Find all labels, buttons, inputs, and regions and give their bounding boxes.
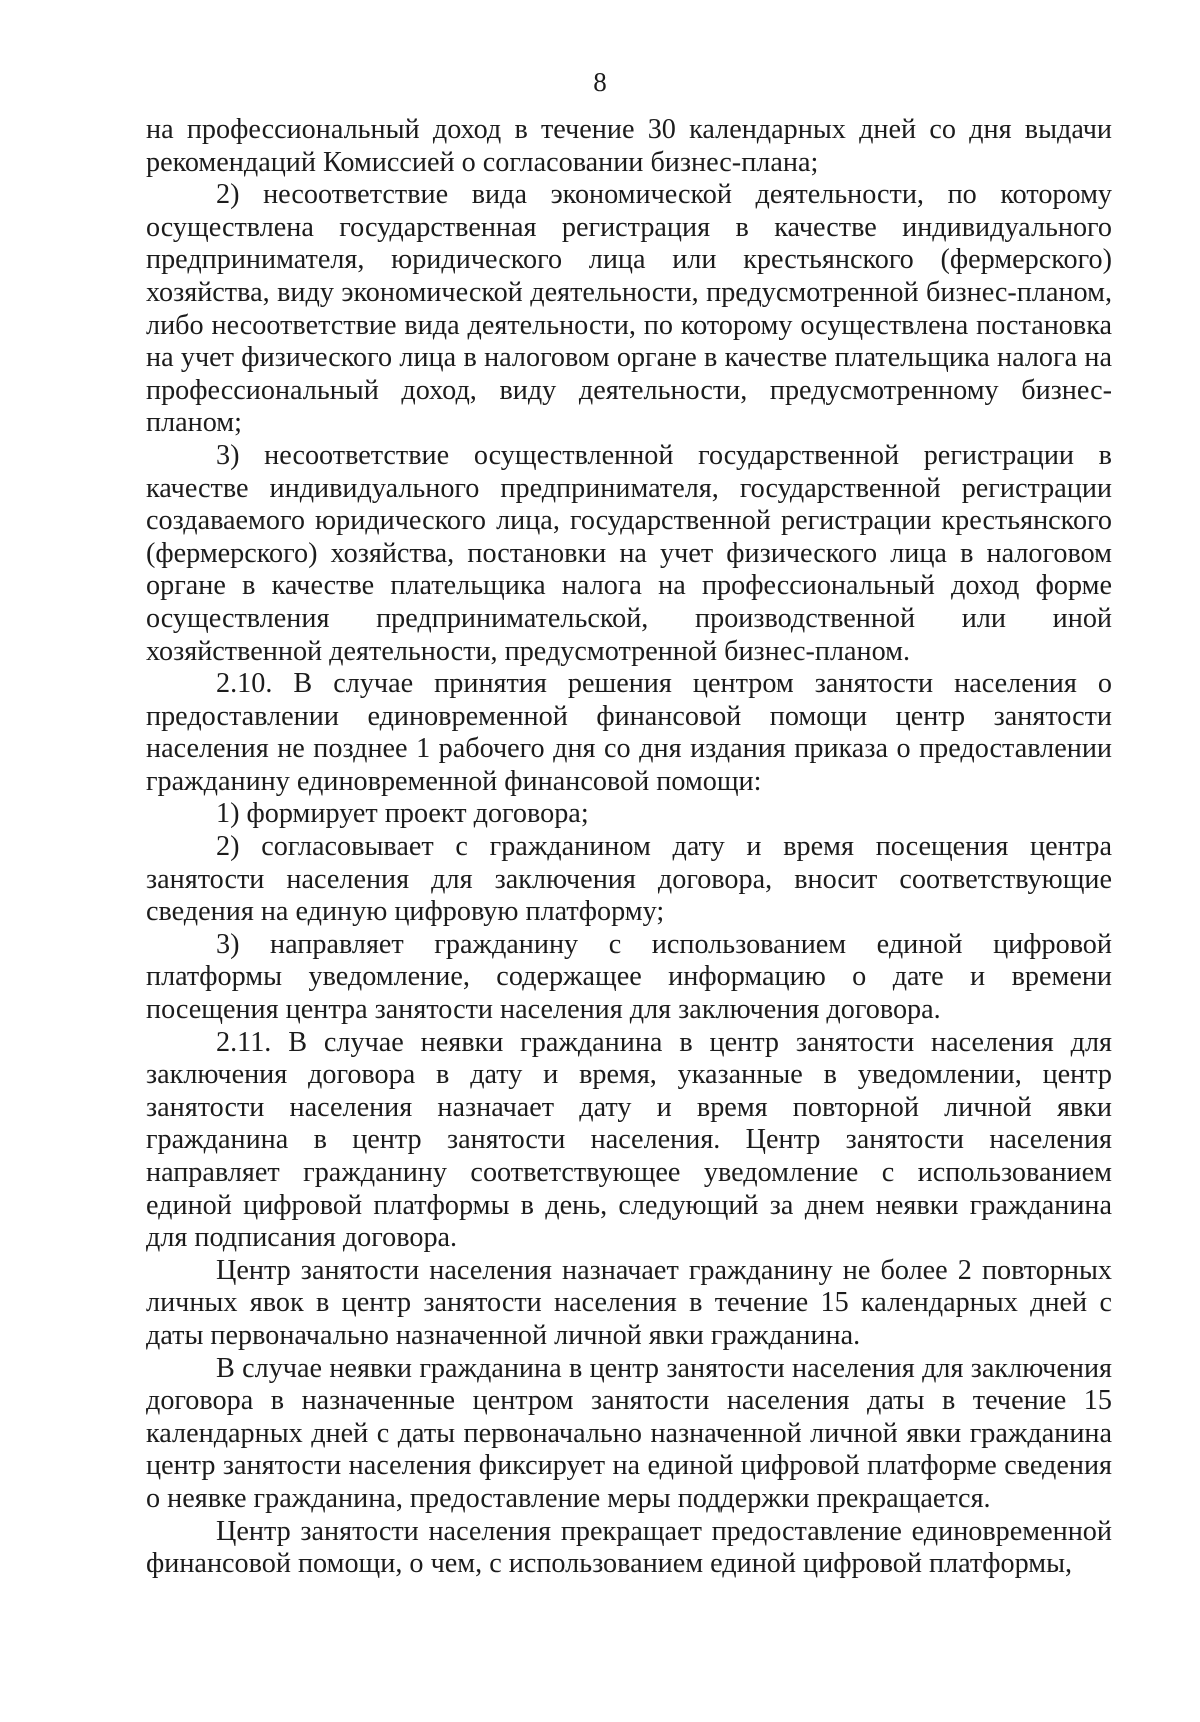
document-body	[146, 114, 1112, 1581]
paragraph-11: Центр занятости населения прекращает предоставление единовременной финансовой помощи, о чем, с использованием единой цифровой платформы,	[146, 1515, 1112, 1580]
paragraph-9: Центр занятости населения назначает гражданину не более 2 повторных личных явок в центр занятости населения в течение 15 календарных дней с даты первоначально назначенной личной явки гражданина.	[146, 1254, 1112, 1351]
paragraph-7: 3) направляет гражданину с использованием единой цифровой платформы уведомление, содержащее информацию о дате и времени посещения центра занятости населения для заключения договора.	[146, 928, 1112, 1026]
paragraph-2: 2) несоответствие вида экономической деятельности, по которому осуществлена государственная регистрация в качестве индивидуального предпринимателя, юридического лица или крестьянского (фермерского) хозяйства, виду экономической деятельности, предусмотренной бизнес-планом, либо несоответствие вида деятельности, по которому осуществлена постановка на учет физического лица в налоговом органе в качестве плательщика налога на профессиональный доход, виду деятельности, предусмотренному бизнес-планом;	[146, 179, 1112, 439]
page-number: 8	[593, 67, 607, 97]
paragraph-8: 2.11. В случае неявки гражданина в центр занятости населения для заключения договора в дату и время, указанные в уведомлении, центр занятости населения назначает дату и время повторной личной явки гражданина в центр занятости населения. Центр занятости населения направляет гражданину соответствующее уведомление с использованием единой цифровой платформы в день, следующий за днем неявки гражданина для подписания договора.	[146, 1026, 1112, 1254]
paragraph-4: 2.10. В случае принятия решения центром занятости населения о предоставлении единовременной финансовой помощи центр занятости населения не позднее 1 рабочего дня со дня издания приказа о предоставлении гражданину единовременной финансовой помощи:	[146, 668, 1112, 797]
paragraph-6: 2) согласовывает с гражданином дату и время посещения центра занятости населения для заключения договора, вносит соответствующие сведения на единую цифровую платформу;	[146, 831, 1112, 928]
paragraph-10: В случае неявки гражданина в центр занятости населения для заключения договора в назначенные центром занятости населения даты в течение 15 календарных дней с даты первоначально назначенной личной явки гражданина центр занятости населения фиксирует на единой цифровой платформе сведения о неявке гражданина, предоставление меры поддержки прекращается.	[146, 1352, 1112, 1514]
paragraph-3: 3) несоответствие осуществленной государственной регистрации в качестве индивидуального предпринимателя, государственной регистрации создаваемого юридического лица, государственной регистрации крестьянского (фермерского) хозяйства, постановки на учет физического лица в налоговом органе в качестве плательщика налога на профессиональный доход форме осуществления предпринимательской, производственной или иной хозяйственной деятельности, предусмотренной бизнес-планом.	[146, 439, 1112, 667]
paragraph-5: 1) формирует проект договора;	[216, 798, 589, 830]
paragraph-1: на профессиональный доход в течение 30 календарных дней со дня выдачи рекомендаций Комиссией о согласовании бизнес-плана;	[146, 114, 1112, 178]
